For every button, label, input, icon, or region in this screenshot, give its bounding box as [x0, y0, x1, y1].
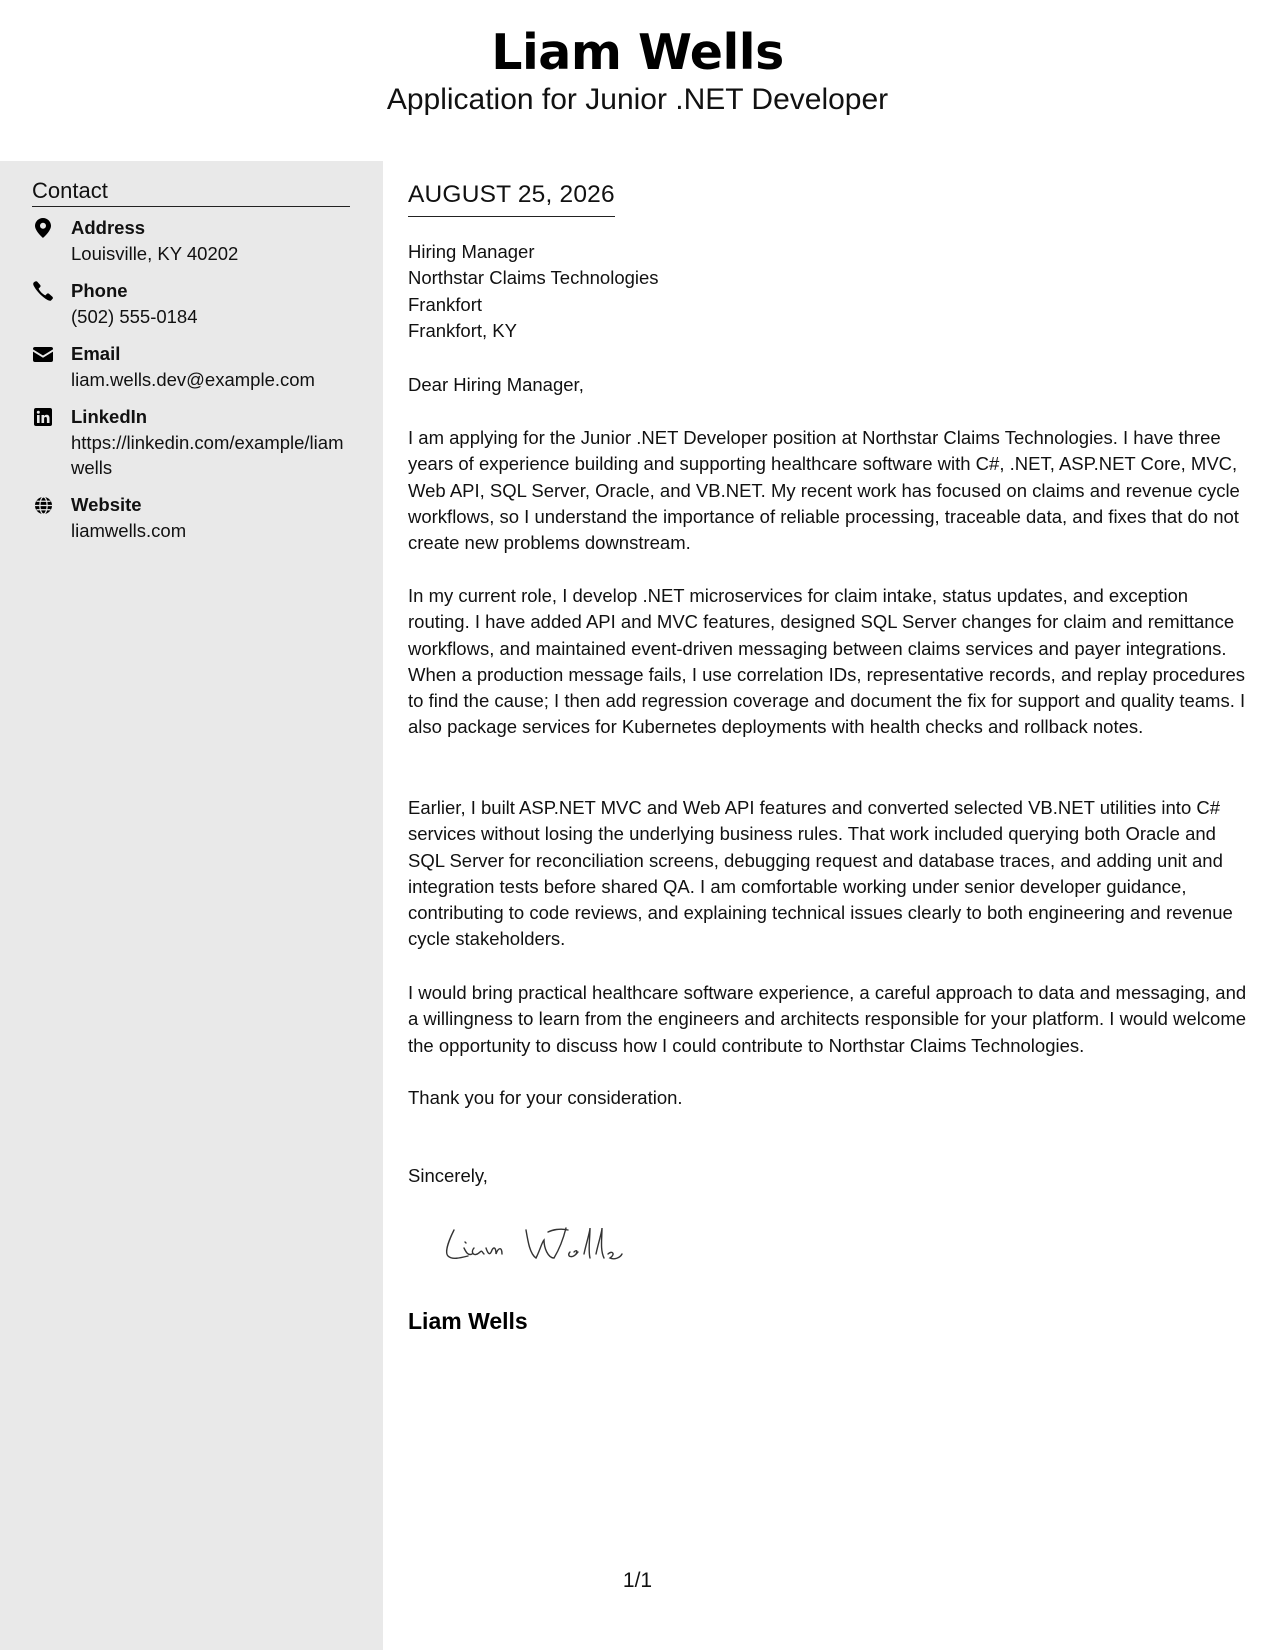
applicant-name: Liam Wells: [491, 24, 784, 81]
letter-date: AUGUST 25, 2026: [408, 180, 615, 217]
recipient-block: [408, 239, 659, 344]
contact-label: Phone: [71, 280, 128, 301]
contact-value: Louisville, KY 40202: [71, 243, 239, 264]
phone-icon: [32, 280, 54, 302]
salutation: Dear Hiring Manager,: [408, 374, 584, 395]
contact-label: LinkedIn: [71, 406, 148, 427]
contact-label: Website: [71, 494, 142, 515]
envelope-icon: [32, 343, 54, 365]
recipient-line: Frankfort, KY: [408, 319, 517, 341]
page-number: 1/1: [622, 1569, 653, 1592]
body-paragraph: In my current role, I develop .NET microservices for claim intake, status updates, and exception routing. I have added API and MVC features, designed SQL Server changes for claim and remittance workflows, and maintained event-driven messaging between claims services and payer integrations. When a production message fails, I use correlation IDs, representative records, and replay procedures to find the cause; I then add regression coverage and document the fix for support and quality teams. I also package services for Kubernetes deployments with health checks and rollback notes.: [408, 585, 1246, 738]
linkedin-icon: [32, 406, 54, 428]
contact-label: Address: [71, 217, 146, 238]
contact-value: (502) 555-0184: [71, 306, 198, 327]
contact-heading: Contact: [32, 177, 350, 207]
contact-value: https://linkedin.com/example/liamwells: [71, 432, 344, 478]
body-paragraph: Earlier, I built ASP.NET MVC and Web API features and converted selected VB.NET utilities into C# services without losing the underlying business rules. That work included querying both Oracle and SQL Server for reconciliation screens, debugging request and database traces, and adding unit and integration tests before shared QA. I am comfortable working under senior developer guidance, contributing to code reviews, and explaining technical issues clearly to both engineering and revenue cycle stakeholders.: [408, 797, 1233, 950]
recipient-line: Hiring Manager: [408, 241, 535, 262]
closing: Sincerely,: [408, 1165, 488, 1186]
map-pin-icon: [32, 217, 54, 239]
recipient-line: Northstar Claims Technologies: [408, 267, 659, 289]
body-paragraph: I am applying for the Junior .NET Developer position at Northstar Claims Technologies. I have three years of experience building and supporting healthcare software with C#, .NET, ASP.NET Core, MVC, Web API, SQL Server, Oracle, and VB.NET. My recent work has focused on claims and revenue cycle workflows, so I understand the importance of reliable processing, traceable data, and fixes that do not create new problems downstream.: [408, 427, 1240, 554]
signed-name: Liam Wells: [408, 1308, 528, 1334]
signature-image: [440, 1218, 640, 1268]
body-paragraph: I would bring practical healthcare software experience, a careful approach to data and messaging, and a willingness to learn from the engineers and architects responsible for your platform. I would welcome the opportunity to discuss how I could contribute to Northstar Claims Technologies.: [408, 982, 1247, 1056]
contact-value: liam.wells.dev@example.com: [71, 369, 315, 390]
contact-label: Email: [71, 343, 121, 364]
contact-value: liamwells.com: [71, 520, 187, 541]
recipient-line: Frankfort: [408, 293, 483, 315]
application-subtitle: Application for Junior .NET Developer: [386, 83, 889, 116]
globe-icon: [32, 494, 54, 516]
letter-header: [0, 0, 1275, 160]
body-paragraph: Thank you for your consideration.: [408, 1087, 683, 1108]
